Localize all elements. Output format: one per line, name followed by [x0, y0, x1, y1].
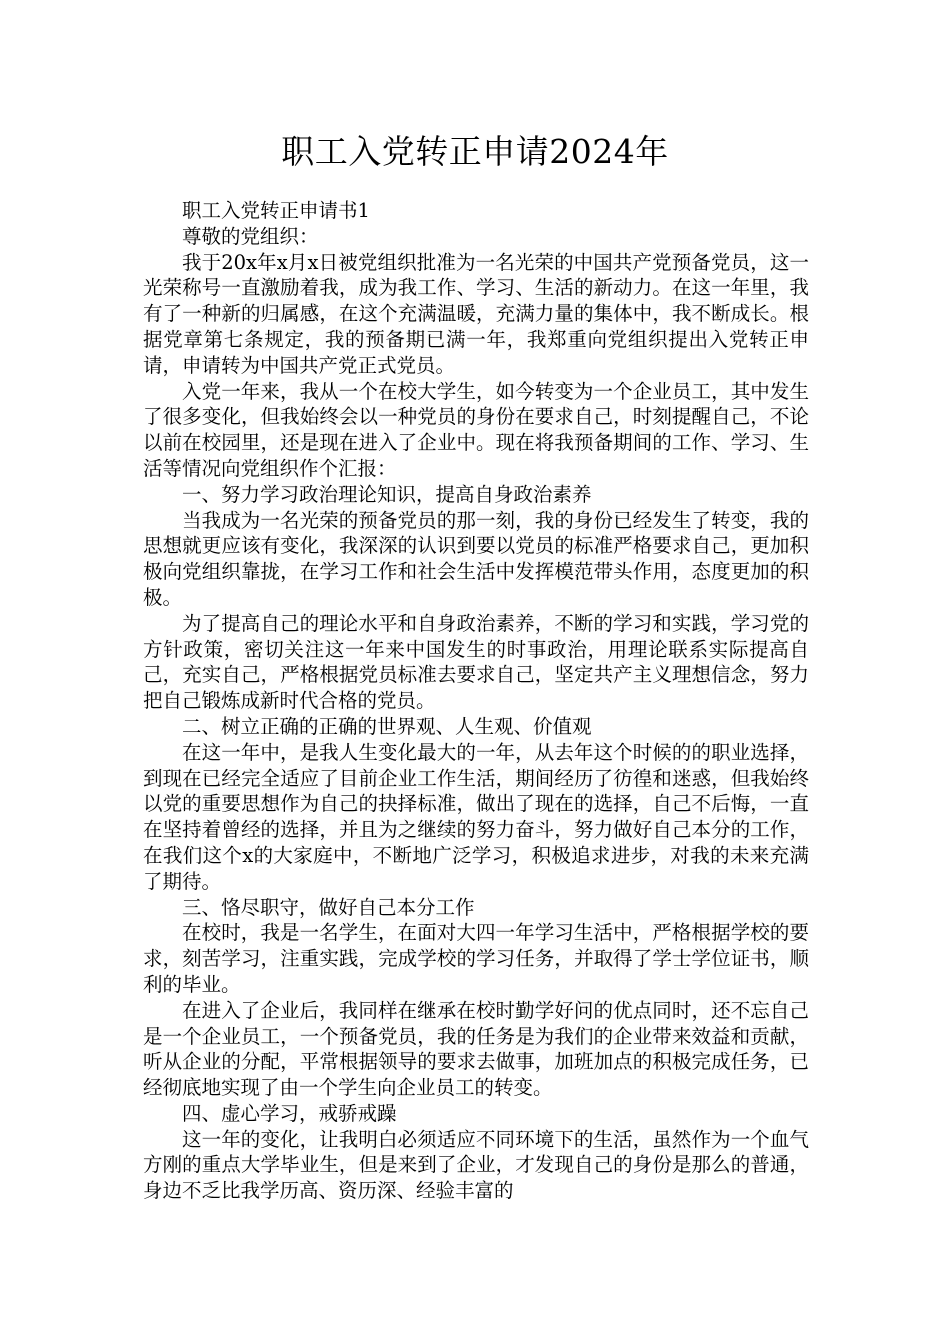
paragraph: 在校时，我是一名学生，在面对大四一年学习生活中，严格根据学校的要求，刻苦学习，注重实践，完成学校的学习任务，并取得了学士学位证书，顺利的毕业。: [143, 921, 809, 996]
paragraph: 在这一年中，是我人生变化最大的一年，从去年这个时候的的职业选择，到现在已经完全适应了目前企业工作生活，期间经历了彷徨和迷惑，但我始终以党的重要思想作为自己的抉择标准，做出了现在的选择，自己不后悔，一直在坚持着曾经的选择，并且为之继续的努力奋斗，努力做好自己本分的工作，在我们这个x的大家庭中，不断地广泛学习，积极追求进步，对我的未来充满了期待。: [143, 740, 809, 893]
section-heading: 三、恪尽职守，做好自己本分工作: [182, 895, 475, 919]
section-heading: 一、努力学习政治理论知识，提高自身政治素养: [182, 482, 592, 506]
paragraph: 当我成为一名光荣的预备党员的那一刻，我的身份已经发生了转变，我的思想就更应该有变化，我深深的认识到要以党员的标准严格要求自己，更加积极向党组织靠拢，在学习工作和社会生活中发挥模范带头作用，态度更加的积极。: [143, 508, 809, 609]
paragraph: 入党一年来，我从一个在校大学生，如今转变为一个企业员工，其中发生了很多变化，但我始终会以一种党员的身份在要求自己，时刻提醒自己，不论以前在校园里，还是现在进入了企业中。现在将我预备期间的工作、学习、生活等情况向党组织作个汇报：: [143, 379, 809, 480]
paragraph: 为了提高自己的理论水平和自身政治素养，不断的学习和实践，学习党的方针政策，密切关注这一年来中国发生的时事政治，用理论联系实际提高自己，充实自己，严格根据党员标准去要求自己，坚定共产主义理想信念，努力把自己锻炼成新时代合格的党员。: [143, 611, 809, 713]
section-heading: 二、树立正确的正确的世界观、人生观、价值观: [182, 714, 592, 738]
paragraph: 我于20x年x月x日被党组织批准为一名光荣的中国共产党预备党员，这一光荣称号一直激励着我，成为我工作、学习、生活的新动力。在这一年里，我有了一种新的归属感，在这个充满温暖，充满力量的集体中，我不断成长。根据党章第七条规定，我的预备期已满一年，我郑重向党组织提出入党转正申请，申请转为中国共产党正式党员。: [143, 250, 809, 377]
document-body: [143, 198, 809, 1204]
salutation: 尊敬的党组织：: [182, 224, 319, 248]
letter-heading: 职工入党转正申请书1: [182, 199, 370, 222]
paragraph: 在进入了企业后，我同样在继承在校时勤学好问的优点同时，还不忘自己是一个企业员工，一个预备党员，我的任务是为我们的企业带来效益和贡献，听从企业的分配，平常根据领导的要求去做事，加班加点的积极完成任务，已经彻底地实现了由一个学生向企业员工的转变。: [143, 998, 809, 1100]
document-title: 职工入党转正申请2024年: [281, 132, 669, 171]
section-heading: 四、虚心学习，戒骄戒躁: [182, 1101, 397, 1125]
paragraph: 这一年的变化，让我明白必须适应不同环境下的生活，虽然作为一个血气方刚的重点大学毕业生，但是来到了企业，才发现自己的身份是那么的普通，身边不乏比我学历高、资历深、经验丰富的: [143, 1127, 809, 1203]
